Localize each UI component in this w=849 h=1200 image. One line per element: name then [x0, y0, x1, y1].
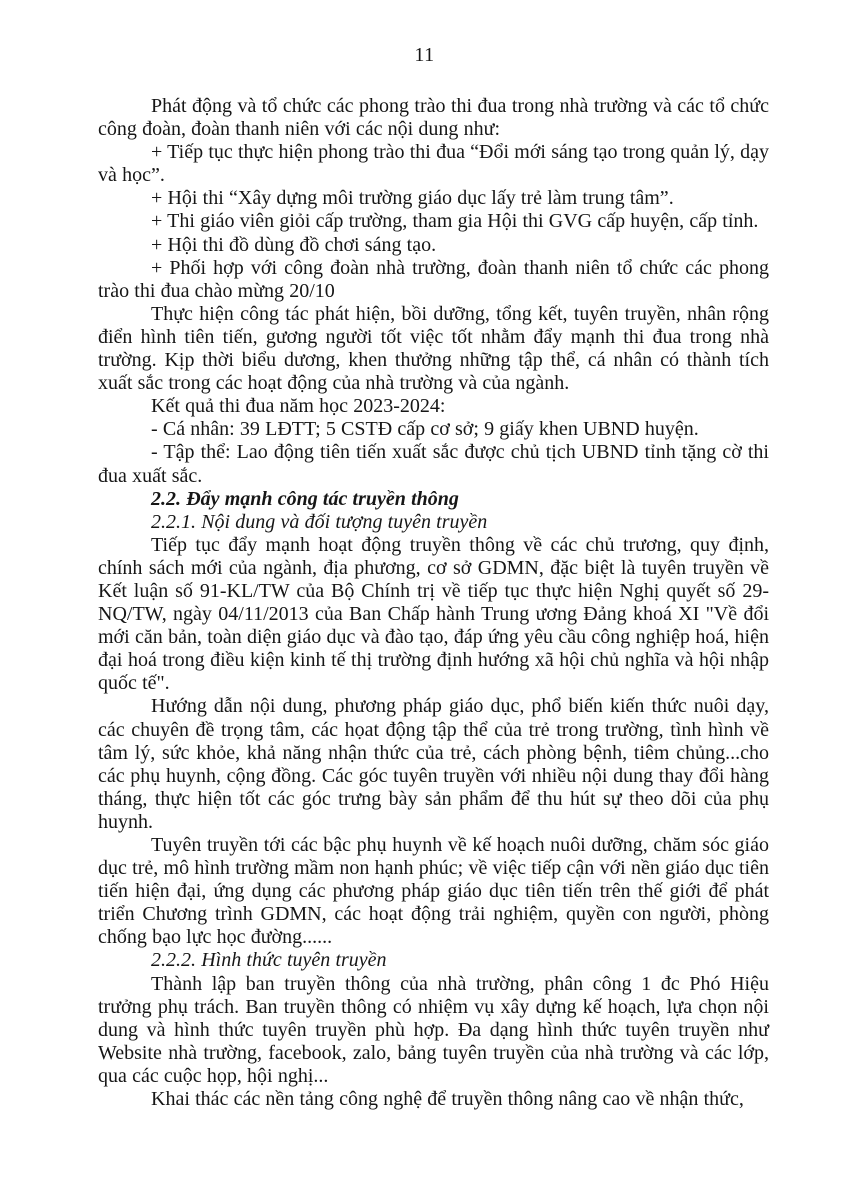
- paragraph: Phát động và tổ chức các phong trào thi đua trong nhà trường và các tổ chức công đoàn, đoàn thanh niên với các nội dung như:: [98, 95, 769, 141]
- section-heading-2-2: 2.2. Đẩy mạnh công tác truyền thông: [151, 487, 459, 510]
- paragraph: + Thi giáo viên giỏi cấp trường, tham gia Hội thi GVG cấp huyện, cấp tỉnh.: [151, 210, 759, 233]
- paragraph: Tuyên truyền tới các bậc phụ huynh về kế hoạch nuôi dưỡng, chăm sóc giáo dục trẻ, mô hình trường mầm non hạnh phúc; về việc tiếp cận với nền giáo dục tiên tiến hiện đại, ứng dụng các phương pháp giáo dục tiên tiến trên thế giới để phát triển Chương trình GDMN, các hoạt động trải nghiệm, quyền con người, phòng chống bạo lực học đường......: [98, 834, 769, 949]
- paragraph: Kết quả thi đua năm học 2023-2024:: [151, 395, 446, 418]
- paragraph: Khai thác các nền tảng công nghệ để truyền thông nâng cao về nhận thức,: [151, 1088, 744, 1111]
- paragraph: Thực hiện công tác phát hiện, bồi dưỡng, tổng kết, tuyên truyền, nhân rộng điển hình tiên tiến, gương người tốt việc tốt nhằm đẩy mạnh thi đua trong nhà trường. Kịp thời biểu dương, khen thưởng những tập thể, cá nhân có thành tích xuất sắc trong các hoạt động của nhà trường và của ngành.: [98, 302, 769, 395]
- paragraph: + Tiếp tục thực hiện phong trào thi đua “Đổi mới sáng tạo trong quản lý, dạy và học”.: [98, 141, 769, 187]
- section-heading-2-2-1: 2.2.1. Nội dung và đối tượng tuyên truyền: [151, 510, 488, 533]
- paragraph: Hướng dẫn nội dung, phương pháp giáo dục, phổ biến kiến thức nuôi dạy, các chuyên đề trọng tâm, các họat động tập thể của trẻ trong trường, tình hình về tâm lý, sức khỏe, khả năng nhận thức của trẻ, cách phòng bệnh, tiêm chủng...cho các phụ huynh, cộng đồng. Các góc tuyên truyền với nhiều nội dung thay đổi hàng tháng, thực hiện tốt các góc trưng bày sản phẩm để thu hút sự theo dõi của phụ huynh.: [98, 695, 769, 833]
- paragraph: + Hội thi đồ dùng đồ chơi sáng tạo.: [151, 233, 437, 256]
- document-body: [98, 95, 769, 1111]
- paragraph: + Hội thi “Xây dựng môi trường giáo dục lấy trẻ làm trung tâm”.: [151, 187, 674, 210]
- paragraph: - Cá nhân: 39 LĐTT; 5 CSTĐ cấp cơ sở; 9 giấy khen UBND huyện.: [151, 418, 699, 441]
- paragraph: + Phối hợp với công đoàn nhà trường, đoàn thanh niên tổ chức các phong trào thi đua chào mừng 20/10: [98, 256, 769, 302]
- paragraph: - Tập thể: Lao động tiên tiến xuất sắc được chủ tịch UBND tỉnh tặng cờ thi đua xuất sắc.: [98, 441, 769, 487]
- page-number: 11: [414, 44, 435, 66]
- section-heading-2-2-2: 2.2.2. Hình thức tuyên truyền: [151, 949, 387, 972]
- paragraph: Tiếp tục đẩy mạnh hoạt động truyền thông về các chủ trương, quy định, chính sách mới của ngành, địa phương, cơ sở GDMN, đặc biệt là tuyên truyền về Kết luận số 91-KL/TW của Bộ Chính trị về tiếp tục thực hiện Nghị quyết số 29-NQ/TW, ngày 04/11/2013 của Ban Chấp hành Trung ương Đảng khoá XI "Về đổi mới căn bản, toàn diện giáo dục và đào tạo, đáp ứng yêu cầu công nghiệp hoá, hiện đại hoá trong điều kiện kinh tế thị trường định hướng xã hội chủ nghĩa và hội nhập quốc tế".: [98, 533, 769, 695]
- paragraph: Thành lập ban truyền thông của nhà trường, phân công 1 đc Phó Hiệu trưởng phụ trách. Ban truyền thông có nhiệm vụ xây dựng kế hoạch, lựa chọn nội dung và hình thức tuyên truyền phù hợp. Đa dạng hình thức tuyên truyền như Website nhà trường, facebook, zalo, bảng tuyên truyền của nhà trường và các lớp, qua các cuộc họp, hội nghị...: [98, 972, 769, 1087]
